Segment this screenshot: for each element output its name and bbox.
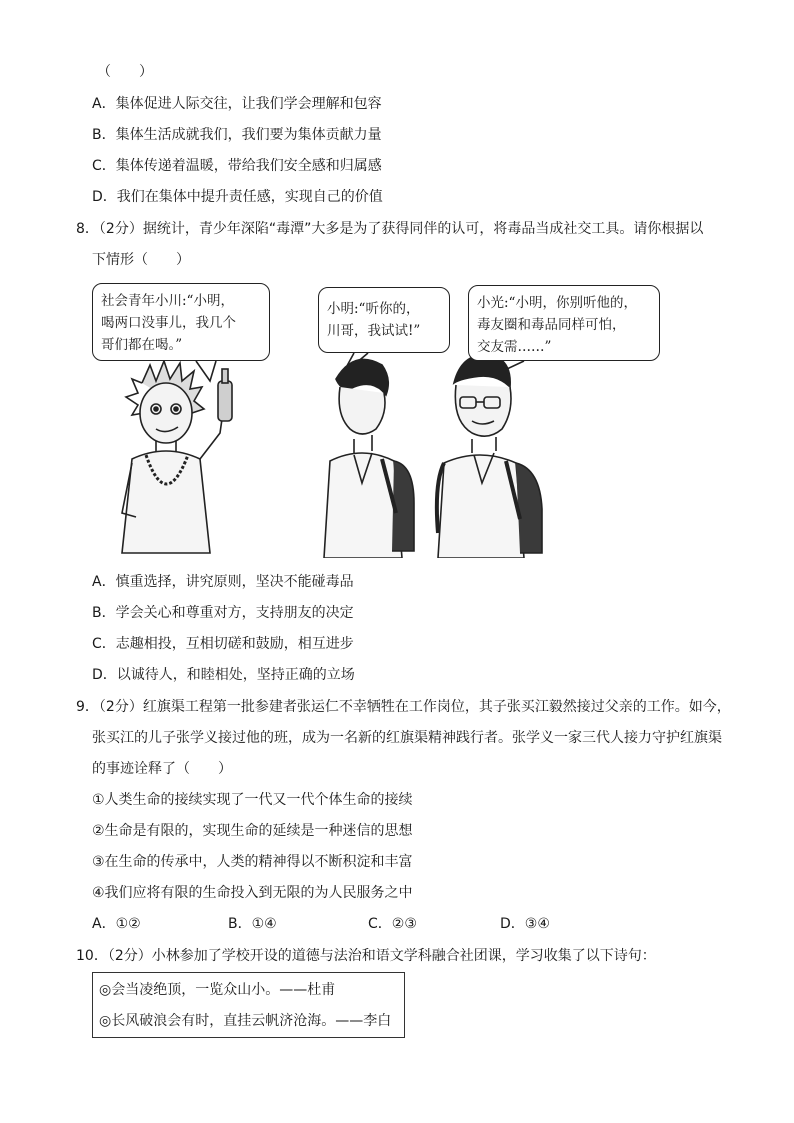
q9-statement-2: ②生命是有限的，实现生命的延续是一种迷信的思想	[92, 823, 413, 839]
q8-comic-illustration	[92, 283, 660, 558]
bubble-xiaochuan-line3: 哥们都在喝。”	[101, 337, 183, 353]
q7-option-d: D．我们在集体中提升责任感，实现自己的价值	[92, 189, 383, 205]
bubble-xiaochuan-line2: 喝两口没事儿，我几个	[101, 315, 236, 331]
q9-statement-1: ①人类生命的接续实现了一代又一代个体生命的接续	[92, 792, 413, 808]
q9-stem-line1: 9．（2分）红旗渠工程第一批参建者张运仁不幸牺牲在工作岗位，其子张买江毅然接过父亲的工作。如今，	[76, 699, 731, 715]
q7-option-a: A．集体促进人际交往，让我们学会理解和包容	[92, 96, 382, 112]
speech-bubble-xiaoguang	[468, 285, 660, 361]
youth-xiaochuan-figure	[122, 361, 232, 553]
q9-choice-d: D．③④	[500, 916, 550, 932]
speech-bubble-xiaochuan	[92, 283, 270, 361]
bubble-xiaoguang-line2: 毒友圈和毒品同样可怕，	[477, 317, 626, 333]
xiaoming-figure	[324, 359, 414, 558]
bubble-xiaoguang-line3: 交友需……”	[477, 339, 552, 355]
q7-option-c: C．集体传递着温暖，带给我们安全感和归属感	[92, 158, 382, 174]
q10-stem: 10．（2分）小林参加了学校开设的道德与法治和语文学科融合社团课，学习收集了以下诗句：	[76, 948, 656, 964]
q8-option-c: C．志趣相投，互相切磋和鼓励，相互进步	[92, 636, 354, 652]
q10-poem-box	[92, 972, 405, 1038]
q8-option-b: B．学会关心和尊重对方，支持朋友的决定	[92, 605, 354, 621]
q9-stem-line2: 张买江的儿子张学义接过他的班，成为一名新的红旗渠精神践行者。张学义一家三代人接力守护红旗渠	[92, 730, 722, 746]
q10-poem-2: ◎长风破浪会有时，直挂云帆济沧海。——李白	[99, 1013, 392, 1029]
bubble-xiaochuan-line1: 社会青年小川:“小明，	[101, 293, 234, 309]
q8-stem-line2: 下情形（ ）	[92, 252, 190, 268]
q9-choice-b: B．①④	[228, 916, 277, 932]
q10-poem-1: ◎会当凌绝顶，一览众山小。——杜甫	[99, 982, 336, 998]
q9-choice-c: C．②③	[368, 916, 417, 932]
q9-choice-a: A．①②	[92, 916, 141, 932]
bubble-xiaoming-line1: 小明:“听你的，	[327, 301, 420, 317]
bubble-xiaoguang-line1: 小光:“小明，你别听他的，	[477, 295, 637, 311]
q8-stem-line1: 8．（2分）据统计，青少年深陷“毒潭”大多是为了获得同伴的认可，将毒品当成社交工具。请你根据以	[76, 221, 704, 237]
q9-statement-4: ④我们应将有限的生命投入到无限的为人民服务之中	[92, 885, 413, 901]
q9-stem-line3: 的事迹诠释了（ ）	[92, 761, 232, 777]
q7-option-b: B．集体生活成就我们，我们要为集体贡献力量	[92, 127, 382, 143]
q8-option-d: D．以诚待人，和睦相处，坚持正确的立场	[92, 667, 355, 683]
q8-option-a: A．慎重选择，讲究原则，坚决不能碰毒品	[92, 574, 354, 590]
q7-blank: （ ）	[97, 64, 153, 80]
bubble-xiaoming-line2: 川哥，我试试!”	[327, 323, 421, 339]
xiaoguang-figure	[437, 355, 542, 558]
speech-bubble-xiaoming	[318, 287, 450, 353]
q9-statement-3: ③在生命的传承中，人类的精神得以不断积淀和丰富	[92, 854, 413, 870]
